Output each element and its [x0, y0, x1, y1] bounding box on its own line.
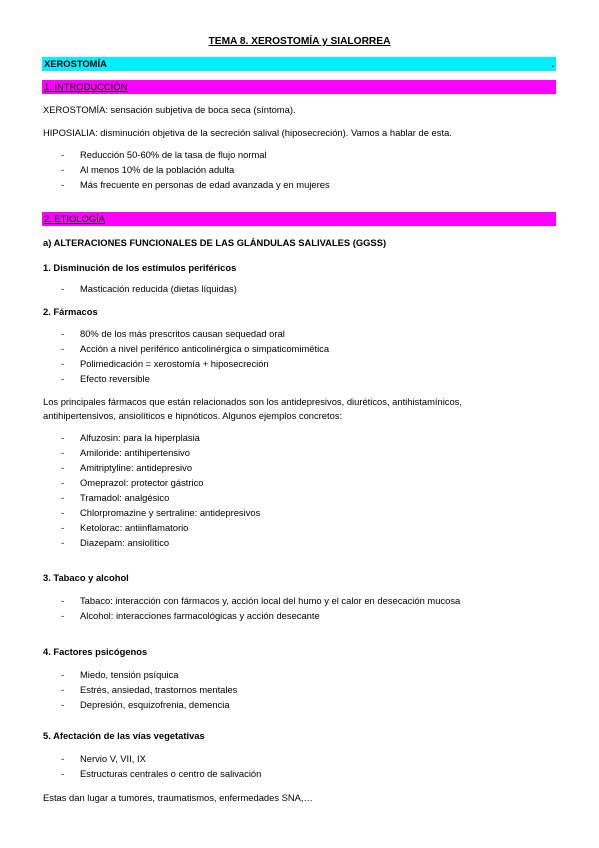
list-item: - Reducción 50-60% de la tasa de flujo normal: [61, 147, 561, 162]
list-item: - Depresión, esquizofrenia, demencia: [61, 697, 561, 712]
definition-hiposialia: HIPOSIALIA: disminución objetiva de la secreción salival (hiposecreción). Vamos a hablar de esta.: [43, 127, 452, 138]
list-item: - Miedo, tensión psíquica: [61, 667, 561, 682]
estimulos-bullet-list: [61, 281, 561, 296]
list-item: - Masticación reducida (dietas líquidas): [61, 281, 561, 296]
section-heading-etiologia: 2. ETIOLOGÍA: [42, 212, 556, 226]
farmacos-paragraph-line-1: Los principales fármacos que están relacionados son los antidepresivos, diuréticos, antihistamínicos,: [43, 396, 462, 407]
list-item: - Estructuras centrales o centro de salivación: [61, 766, 561, 781]
list-item: - Más frecuente en personas de edad avanzada y en mujeres: [61, 177, 561, 192]
page-title: TEMA 8. XEROSTOMÍA y SIALORREA: [208, 36, 391, 47]
list-item: - Amiloride: antihipertensivo: [61, 445, 561, 460]
list-item: - Tramadol: analgésico: [61, 490, 561, 505]
heading-vias-vegetativas: 5. Afectación de las vías vegetativas: [43, 730, 205, 741]
psicogenos-bullet-list: [61, 667, 561, 712]
section-bar-end-mark: .: [551, 58, 554, 69]
section-heading-introduccion: 1. INTRODUCCIÓN: [42, 80, 556, 94]
subsection-heading-alteraciones: a) ALTERACIONES FUNCIONALES DE LAS GLÁNDULAS SALIVALES (GGSS): [43, 237, 387, 248]
section-bar-xerostomia: [42, 57, 556, 71]
list-item: - Acción a nivel periférico anticolinérgica o simpaticomimética: [61, 341, 561, 356]
list-item: - Alcohol: interacciones farmacológicas y acción desecante: [61, 608, 561, 623]
definition-xerostomia: XEROSTOMÍA: sensación subjetiva de boca seca (síntoma).: [43, 104, 296, 115]
farmacos-examples-list: [61, 430, 561, 550]
farmacos-bullet-list: [61, 326, 561, 386]
list-item: - Omeprazol: protector gástrico: [61, 475, 561, 490]
heading-tabaco-alcohol: 3. Tabaco y alcohol: [43, 572, 129, 583]
vias-vegetativas-bullet-list: [61, 751, 561, 781]
heading-estimulos-perifericos: 1. Disminución de los estímulos periféricos: [43, 262, 237, 273]
tabaco-alcohol-bullet-list: [61, 593, 561, 623]
list-item: - Amitriptyline: antidepresivo: [61, 460, 561, 475]
list-item: - 80% de los más prescritos causan sequedad oral: [61, 326, 561, 341]
section-label-xerostomia: XEROSTOMÍA: [44, 58, 107, 69]
list-item: - Alfuzosin: para la hiperplasia: [61, 430, 561, 445]
list-item: - Diazepam: ansiolítico: [61, 535, 561, 550]
heading-factores-psicogenos: 4. Factores psicógenos: [43, 646, 148, 657]
list-item: - Polimedicación = xerostomía + hiposecreción: [61, 356, 561, 371]
list-item: - Al menos 10% de la población adulta: [61, 162, 561, 177]
list-item: - Efecto reversible: [61, 371, 561, 386]
list-item: - Estrés, ansiedad, trastornos mentales: [61, 682, 561, 697]
list-item: - Ketolorac: antiinflamatorio: [61, 520, 561, 535]
farmacos-paragraph-line-2: antihipertensivos, ansiolíticos e hipnóticos. Algunos ejemplos concretos:: [43, 410, 343, 421]
heading-farmacos: 2. Fármacos: [43, 306, 98, 317]
list-item: - Tabaco: interacción con fármacos y, acción local del humo y el calor en desecación mucosa: [61, 593, 561, 608]
list-item: - Chlorpromazine y sertraline: antidepresivos: [61, 505, 561, 520]
list-item: - Nervio V, VII, IX: [61, 751, 561, 766]
closing-sentence: Estas dan lugar a tumores, traumatismos, enfermedades SNA,…: [43, 792, 313, 803]
intro-bullet-list: [61, 147, 561, 192]
